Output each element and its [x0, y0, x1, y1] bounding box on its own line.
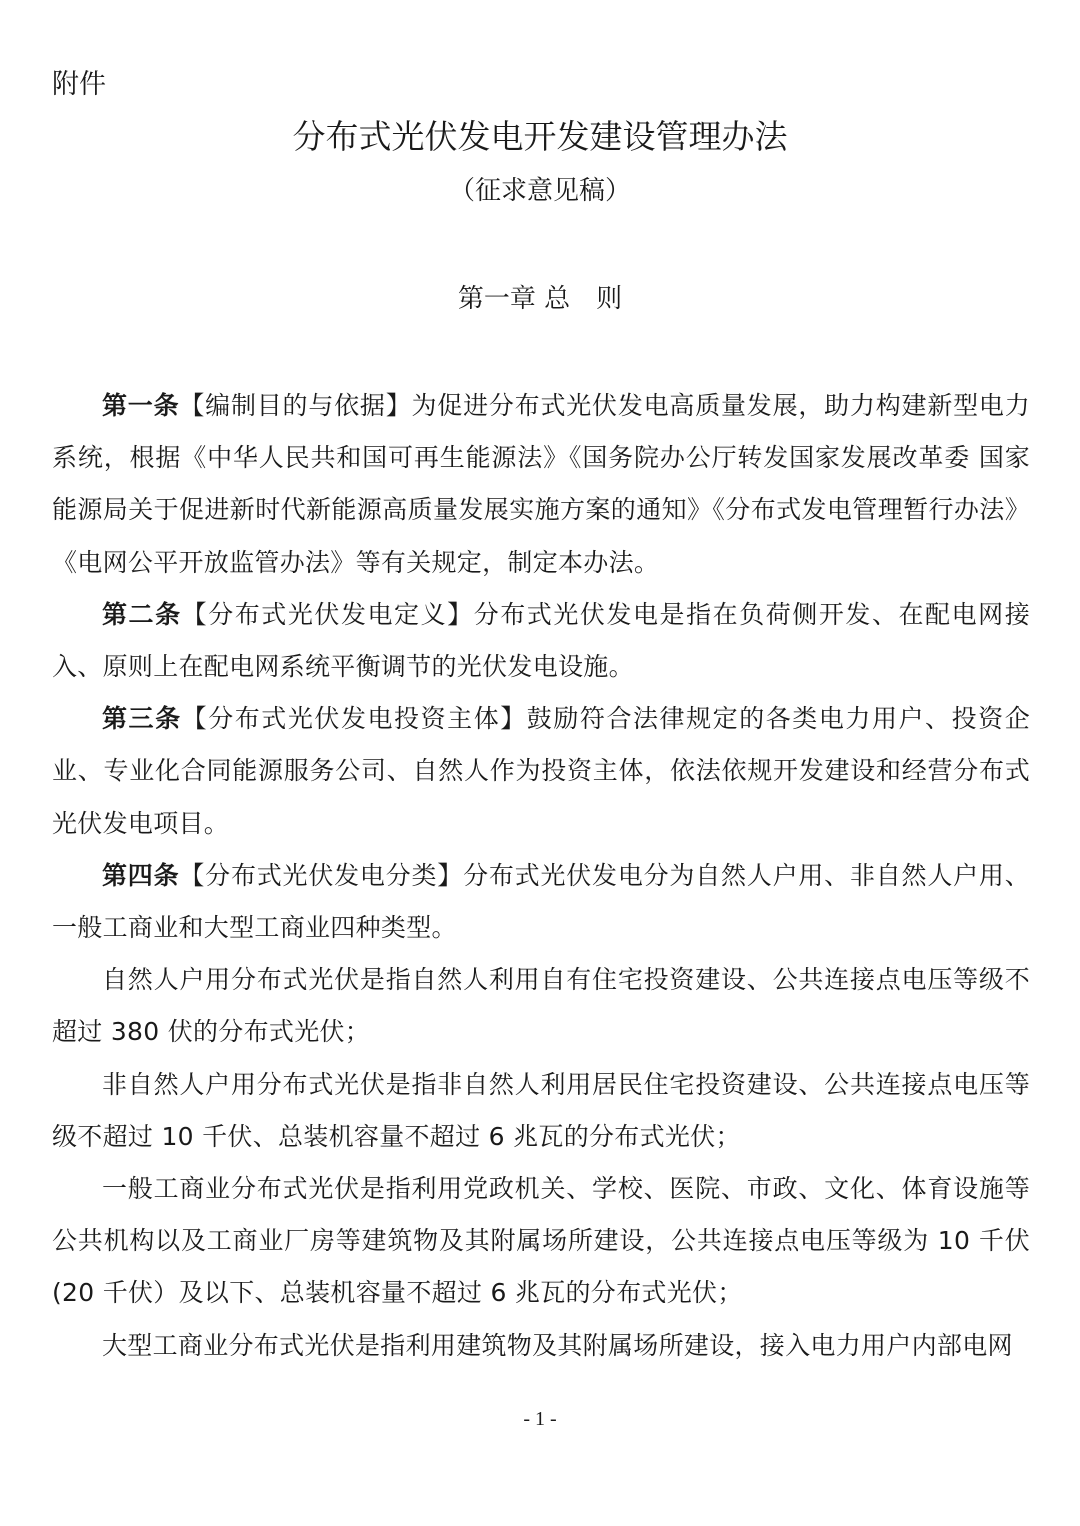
page-number: - 1 -: [523, 1408, 557, 1430]
article-1-paragraph: [52, 380, 1030, 589]
paragraph-text: 一般工商业分布式光伏是指利用党政机关、学校、医院、市政、文化、体育设施等公共机构以及工商业厂房等建筑物及其附属场所建设，公共连接点电压等级为 10 千伏(20 千伏）及以下、总装机容量不超过 6 兆瓦的分布式光伏；: [52, 1174, 1030, 1308]
article-text: 【分布式光伏发电投资主体】鼓励符合法律规定的各类电力用户、投资企业、专业化合同能源服务公司、自然人作为投资主体，依法依规开发建设和经营分布式光伏发电项目。: [52, 704, 1030, 838]
article-heading: 第四条: [102, 860, 180, 890]
article-4-paragraph: [52, 850, 1030, 954]
article-heading: 第二条: [102, 599, 182, 629]
article-2-paragraph: [52, 589, 1030, 693]
document-body: [52, 380, 1030, 1372]
chapter-heading: 第一章 总 则: [457, 284, 623, 314]
category-natural-person-paragraph: [52, 954, 1030, 1058]
paragraph-text: 自然人户用分布式光伏是指自然人利用自有住宅投资建设、公共连接点电压等级不超过 380 伏的分布式光伏；: [52, 965, 1030, 1047]
article-text: 【编制目的与依据】为促进分布式光伏发电高质量发展，助力构建新型电力系统，根据《中华人民共和国可再生能源法》《国务院办公厅转发国家发展改革委 国家能源局关于促进新时代新能源高质量发展实施方案的通知》《分布式发电管理暂行办法》《电网公平开放监管办法》等有关规定，制定本办法。: [52, 391, 1030, 577]
article-3-paragraph: [52, 693, 1030, 850]
attachment-label: 附件: [52, 69, 106, 100]
category-large-commercial-paragraph: [52, 1320, 1030, 1372]
category-general-commercial-paragraph: [52, 1163, 1030, 1320]
document-subtitle: （征求意见稿）: [448, 176, 631, 206]
paragraph-text: 大型工商业分布式光伏是指利用建筑物及其附属场所建设，接入电力用户内部电网: [102, 1330, 1013, 1360]
article-heading: 第三条: [102, 704, 182, 734]
document-title: 分布式光伏发电开发建设管理办法: [292, 117, 788, 156]
category-non-natural-person-paragraph: [52, 1059, 1030, 1163]
paragraph-text: 非自然人户用分布式光伏是指非自然人利用居民住宅投资建设、公共连接点电压等级不超过 10 千伏、总装机容量不超过 6 兆瓦的分布式光伏；: [52, 1069, 1030, 1151]
article-text: 【分布式光伏发电定义】分布式光伏发电是指在负荷侧开发、在配电网接入、原则上在配电网系统平衡调节的光伏发电设施。: [52, 599, 1030, 682]
article-heading: 第一条: [102, 391, 180, 420]
article-text: 【分布式光伏发电分类】分布式光伏发电分为自然人户用、非自然人户用、一般工商业和大型工商业四种类型。: [52, 860, 1030, 943]
